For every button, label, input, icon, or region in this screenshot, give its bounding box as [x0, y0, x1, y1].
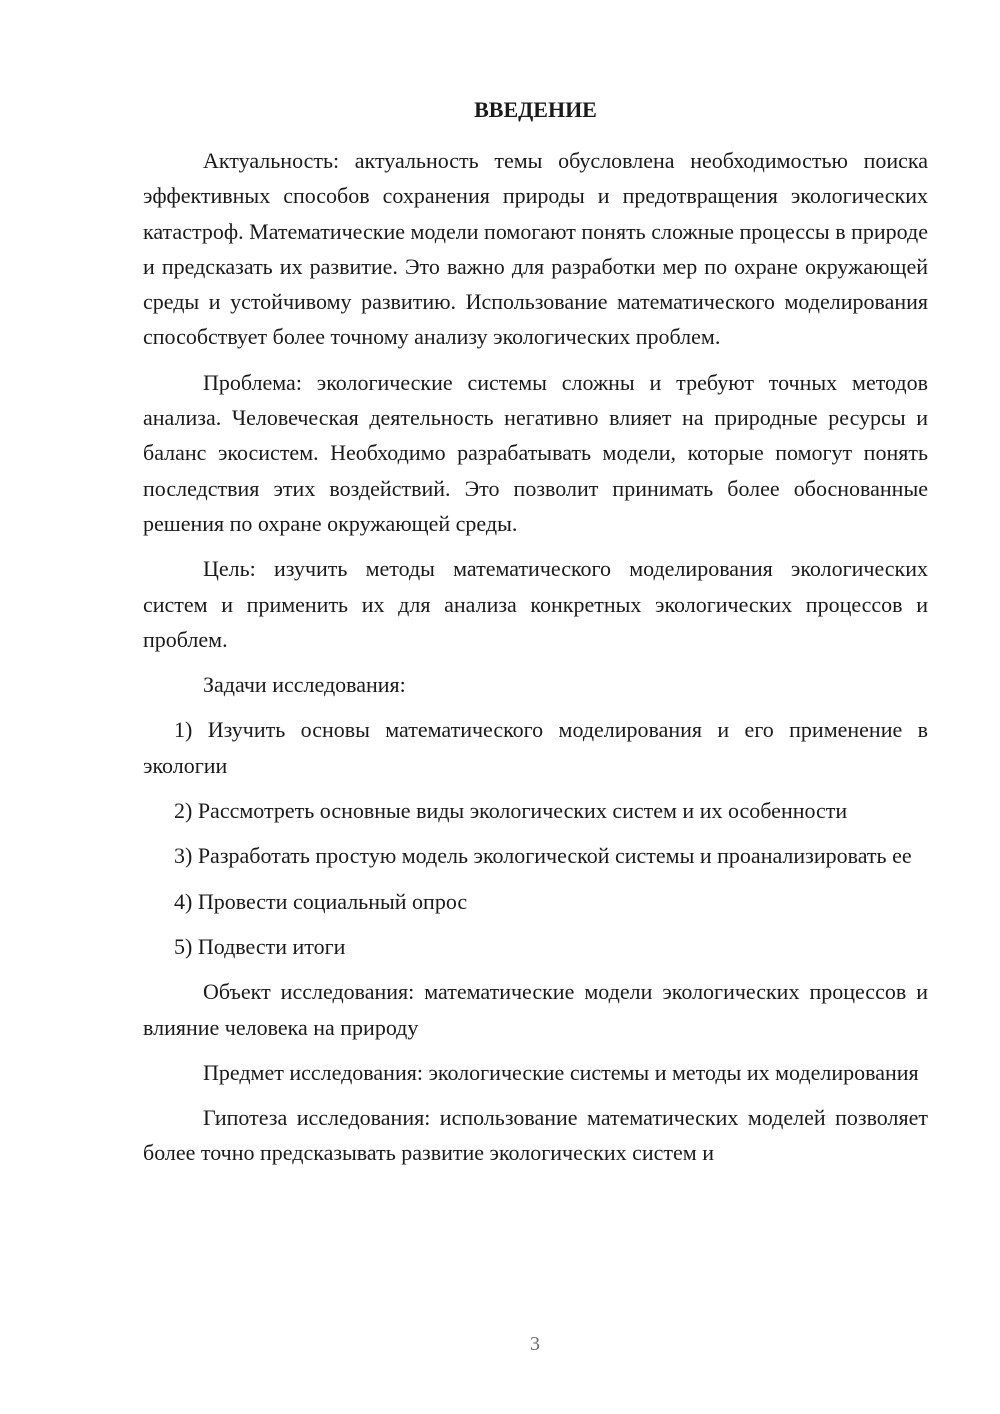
- task-item-4: 4) Провести социальный опрос: [174, 888, 468, 914]
- paragraph-relevance: Актуальность: актуальность темы обусловлена необходимостью поиска эффективных способов сохранения природы и предотвращения экологических катастроф. Математические модели помогают понять сложные процессы в природе и предсказать их развитие. Это важно для разработки мер по охране окружающей среды и устойчивому развитию. Использование математического моделирования способствует более точному анализу экологических проблем.: [143, 148, 928, 350]
- paragraph-problem: Проблема: экологические системы сложны и требуют точных методов анализа. Человеческая деятельность негативно влияет на природные ресурсы и баланс экосистем. Необходимо разрабатывать модели, которые помогут понять последствия этих воздействий. Это позволит принимать более обоснованные решения по охране окружающей среды.: [143, 369, 928, 536]
- page-title: ВВЕДЕНИЕ: [474, 97, 597, 122]
- paragraph-object: Объект исследования: математические модели экологических процессов и влияние человека на природу: [143, 979, 928, 1040]
- task-item-2: 2) Рассмотреть основные виды экологических систем и их особенности: [174, 798, 848, 824]
- page-number: 3: [530, 1333, 540, 1355]
- task-item-1: 1) Изучить основы математического моделирования и его применение в экологии: [143, 717, 928, 778]
- paragraph-tasks-heading: Задачи исследования:: [203, 672, 406, 698]
- paragraph-hypothesis: Гипотеза исследования: использование математических моделей позволяет более точно предсказывать развитие экологических систем и: [143, 1105, 928, 1166]
- task-item-3: 3) Разработать простую модель экологической системы и проанализировать ее: [174, 843, 912, 869]
- paragraph-goal: Цель: изучить методы математического моделирования экологических систем и применить их для анализа конкретных экологических процессов и проблем.: [143, 556, 928, 652]
- document-page: [143, 94, 928, 1181]
- paragraph-subject: Предмет исследования: экологические системы и методы их моделирования: [203, 1059, 919, 1085]
- task-item-5: 5) Подвести итоги: [174, 933, 346, 959]
